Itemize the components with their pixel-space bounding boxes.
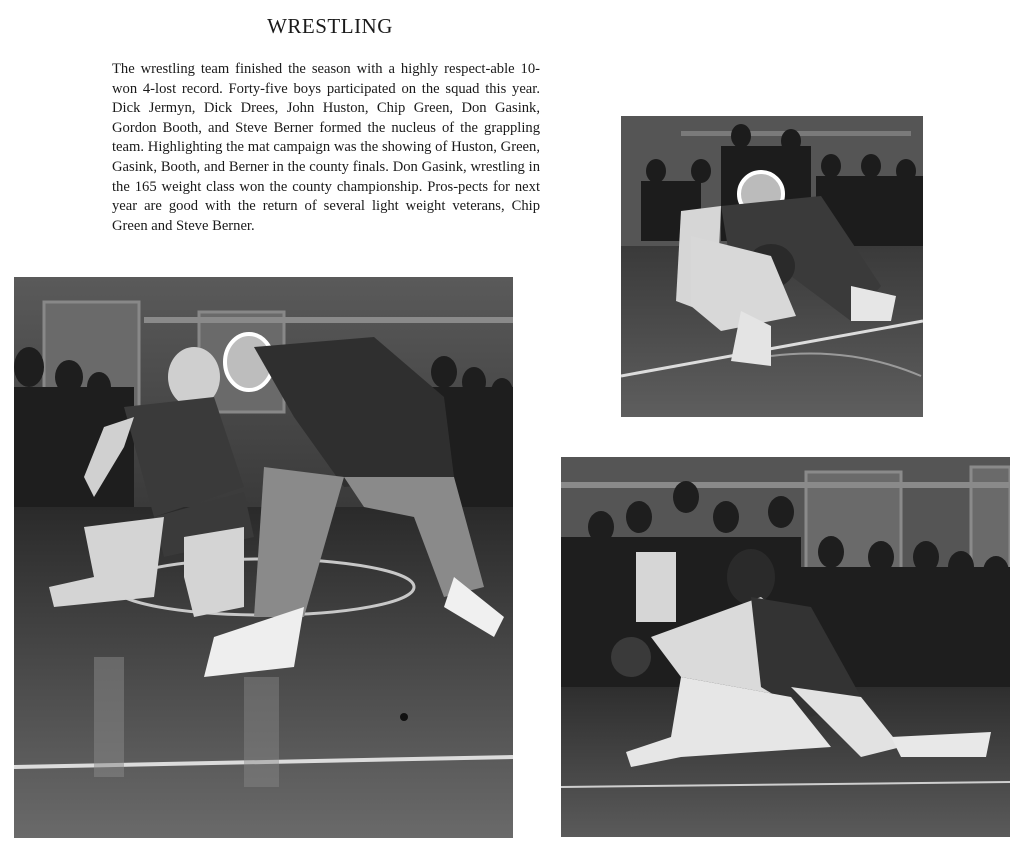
photo-takedown-image (561, 457, 1010, 837)
article-title: WRESTLING (267, 14, 393, 38)
wrestling-photo-standing (14, 277, 513, 838)
article-body: The wrestling team finished the season with a highly respect-able 10-won 4-lost record. Forty-five boys participated on the squad this year. Dick Jermyn, Dick Drees, John Huston, Chip Green, Don Gasink, Gordon Booth, and Steve Berner formed the nucleus of the grappling team. Highlighting the mat campaign was the showing of Huston, Green, Gasink, Booth, and Berner in the county finals. Don Gasink, wrestling in the 165 weight class won the county championship. Pros-pects for next year are good with the return of several light weight veterans, Chip Green and Steve Berner. (112, 61, 540, 234)
photo-ride-image (621, 116, 923, 417)
wrestling-photo-ride (621, 116, 923, 417)
wrestling-photo-takedown (561, 457, 1010, 837)
photo-standing-image (14, 277, 513, 838)
